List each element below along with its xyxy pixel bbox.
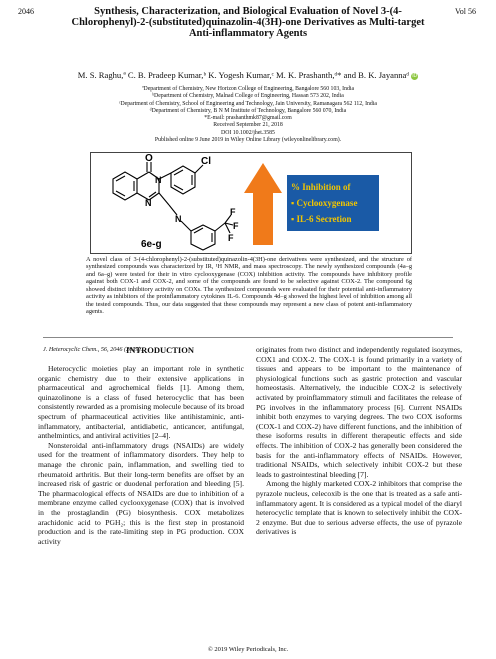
nitrogen-label-1: N <box>155 175 162 185</box>
paragraph: Nonsteroidal anti-inflammatory drugs (NSAIDs) are widely used for the treatment of inflammatory disorders. They help to manage the chronic pain, inflammation, and swelling tied to rheumatoid arthritis. But their long-term benefits are offset by an increased risk of gastric or duodenal perforation and bleeding [5]. The pharmacological effects of NSAIDs are due to inhibition of a membrane enzyme called cyclooxygenase (COX) that is involved in the prostaglandin (PG) biosynthesis. COX metabolizes arachidonic acid to PGH₂; this is the first step in prostanoid production and is the rate-limiting step in PG production. COX activity <box>38 440 244 546</box>
quinazolinone-structure <box>113 162 233 250</box>
section-heading: INTRODUCTION <box>125 345 194 355</box>
activity-line-3: ▪ IL-6 Secretion <box>291 214 352 224</box>
received-date: Received September 21, 2018 <box>213 122 283 129</box>
activity-line-1: % Inhibition of <box>291 182 351 192</box>
affiliation-c: ᶜDepartment of Chemistry, School of Engineering and Technology, Jain University, Ramanagara 562 112, India <box>118 100 377 107</box>
graphical-abstract-svg <box>91 153 411 253</box>
nitrogen-label-3: N <box>175 214 182 224</box>
abstract-text: A novel class of 3-(4-chlorophenyl)-2-(substituted)quinazolin-4(3H)-one derivatives were synthesized, and the structure of synthesized compounds was characterized by IR, ¹H NMR, and mass spectroscopy. The newly synthesized compounds (4a–g and 6a–g) were tested for their in vitro cyclooxygenase (COX) inhibition activity. The compounds have inhibitory profile against both COX-1 and COX-2, and some of the compounds are found to be selective against COX-2. The compound 6g showed distinct inhibitory activity on COXs. The synthesized compounds were evaluated for their potential anti-inflammatory activity as inhibitors of the proinflammatory cytokines IL-6. Compounds 4d–g showed the highest level of inhibition among all the tested compounds. Thus, our data suggested that these compounds may represent a new class of potent anti-inflammatory agents. <box>86 256 412 316</box>
paragraph: Among the highly marketed COX-2 inhibitors that comprise the pyrazole nucleus, celecoxib is the one that is treated as a safe anti-inflammatory agent. It is considered as a typical model of the diaryl heterocyclic template that is known to selectively inhibit the COX-2 enzyme. But due to serious adverse effects, the use of pyrazole derivatives is <box>256 479 462 537</box>
orcid-icon[interactable]: iD <box>412 72 418 79</box>
fluorine-label-1: F <box>230 207 236 217</box>
nitrogen-label-2: N <box>145 198 152 208</box>
copyright-footer: © 2019 Wiley Periodicals, Inc. <box>207 646 289 653</box>
author-list <box>40 70 456 80</box>
published-online: Published online 9 June 2019 in Wiley Online Library (wileyonlinelibrary.com). <box>154 137 342 144</box>
citation: J. Heterocyclic Chem., 56, 2046 (2019). <box>43 346 143 353</box>
increase-arrow-icon <box>244 163 282 245</box>
compound-label: 6e-g <box>141 239 162 250</box>
oxygen-label: O <box>145 153 153 164</box>
activity-line-2: ▪ Cyclooxygenase <box>291 198 358 208</box>
fluorine-label-2: F <box>233 221 239 231</box>
affiliations <box>60 86 436 144</box>
fluorine-label-3: F <box>228 233 234 243</box>
column-right <box>256 345 462 537</box>
chlorine-label: Cl <box>201 156 211 167</box>
corresponding-email: *E-mail: prashanthmk87@gmail.com <box>204 115 292 122</box>
volume-label: Vol 56 <box>455 7 476 16</box>
article-title: Synthesis, Characterization, and Biological Evaluation of Novel 3-(4-Chlorophenyl)-2-(substituted)quinazolin-4(3H)-one Derivatives as Multi-target Anti-inflammatory Agents <box>71 6 425 39</box>
doi: DOI 10.1002/jhet.3585 <box>221 129 275 136</box>
authors-text: M. S. Raghu,ª C. B. Pradeep Kumar,ᵇ K. Yogesh Kumar,ᶜ M. K. Prashanth,ᵈ* and B. K. Jayannaᵈ <box>77 70 410 80</box>
divider <box>43 337 453 338</box>
page-number: 2046 <box>18 7 34 16</box>
affiliation-d: ᵈDepartment of Chemistry, B N M Institute of Technology, Bangalore 560 070, India <box>149 107 347 114</box>
paragraph: originates from two distinct and independently regulated isozymes, COX1 and COX-2. The COX-1 is found primarily in a variety of tissues and appears to be important to the maintenance of physiological functions such as gastric protection and vascular homeostasis. Alternatively, the inducible COX-2 is selectively activated by proinflammatory stimuli and facilitates the release of PG involves in the inflammatory process [6]. Current NSAIDs inhibit both enzymes to varying degrees. The two COX isoforms (COX-1 and COX-2) have different functions, and the inhibition of these isoforms results in different therapeutic effects and side effects. The inhibition of COX-2 has generally been considered the basis for the anti-inflammatory effects of NSAIDs. However, traditional NSAIDs, which selectively inhibit COX-2 but these leads to gastrointestinal bleeding [7]. <box>256 345 462 479</box>
column-left <box>38 364 244 546</box>
graphical-abstract <box>90 152 412 254</box>
affiliation-a: ªDepartment of Chemistry, New Horizon College of Engineering, Bangalore 560 103, India <box>141 86 355 92</box>
paragraph: Heterocyclic moieties play an important role in synthetic organic chemistry due to their extensive applications in pharmaceutical and agrochemical fields [1]. Among them, quinazolinone is a class of fused heterocyclic that has been consistently rewarded as a promising molecule because of its broad spectrum of pharmaceutical activities like antihistaminic, anti-inflammatory, antibacterial, antidiabetic, anticancer, antifungal, anthelmintics, and antiviral activities [2–4]. <box>38 364 244 441</box>
affiliation-b: ᵇDepartment of Chemistry, Malnad College of Engineering, Hassan 573 202, India <box>152 93 344 100</box>
